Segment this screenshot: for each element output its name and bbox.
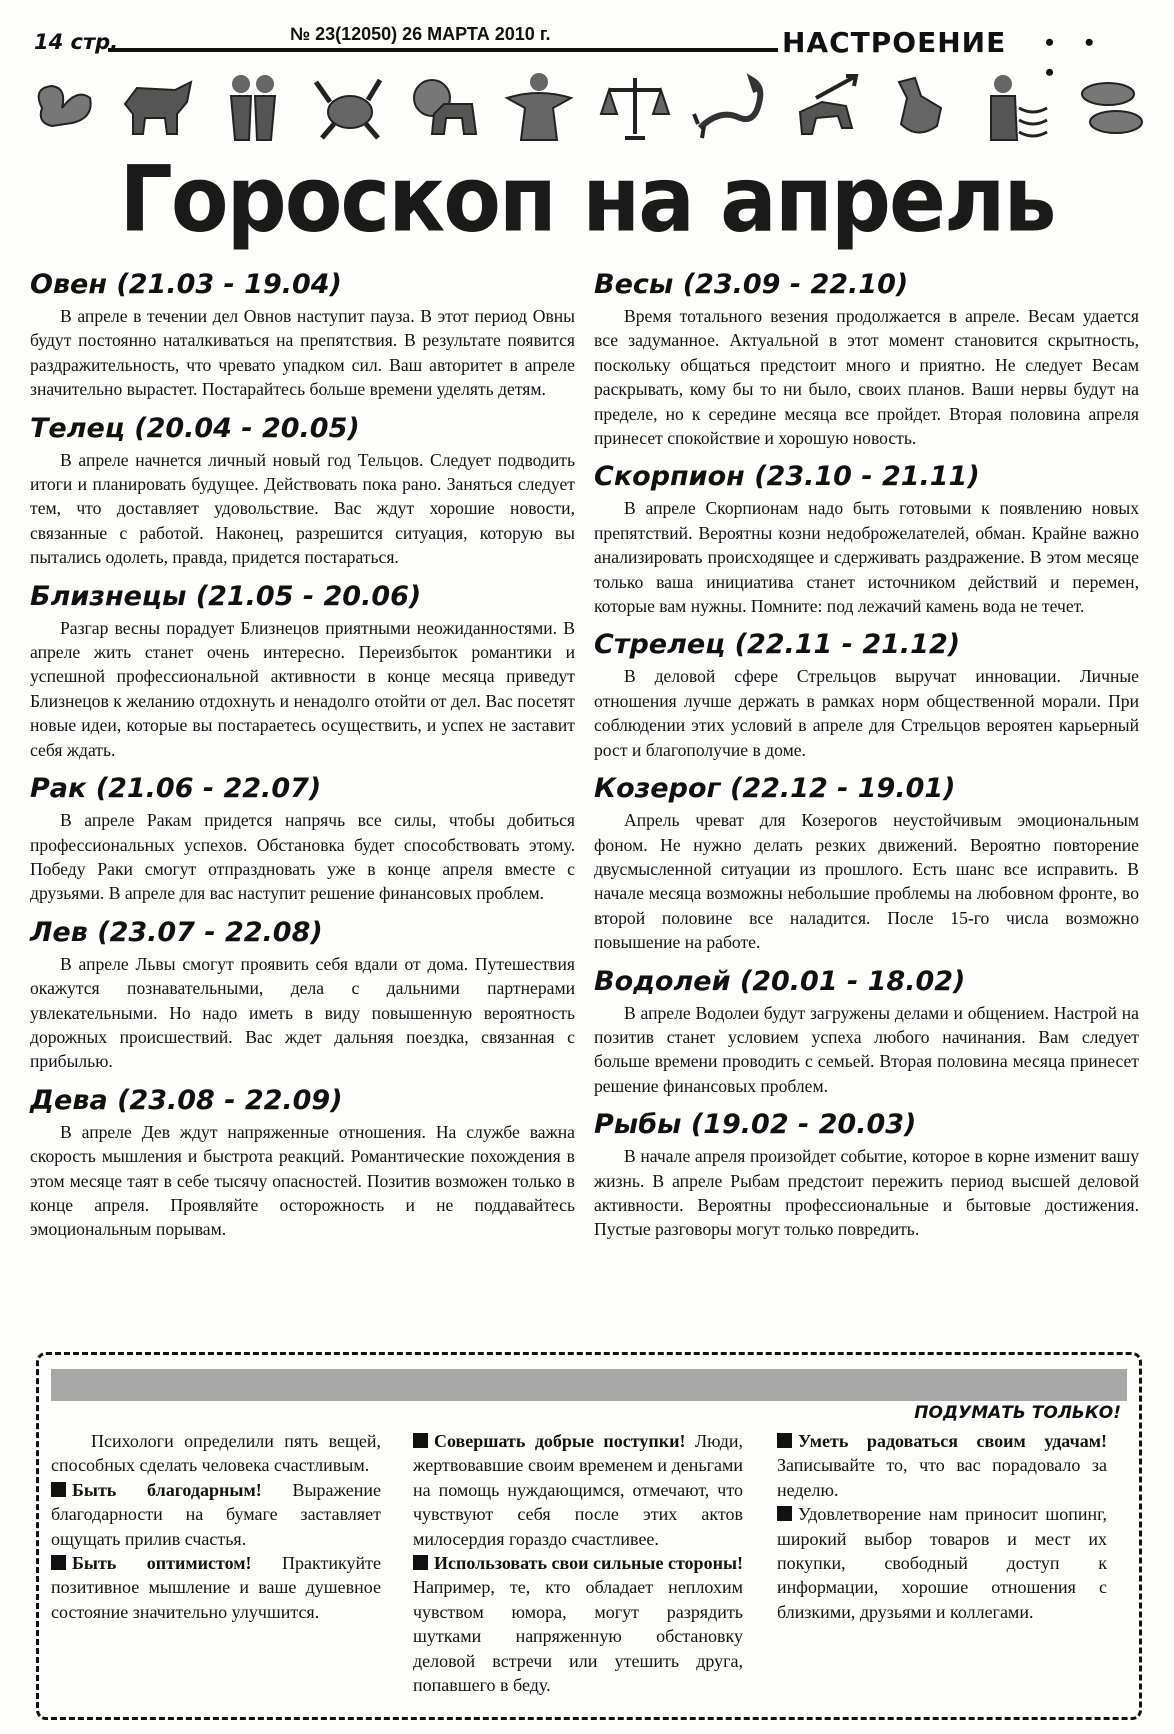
capricorn-icon	[881, 68, 961, 146]
sagittarius-icon	[786, 68, 866, 146]
taurus-icon	[117, 68, 197, 146]
box-item-text: Люди, жертвовавшие своим временем и деньгами на помощь нуждающимся, отмечают, что чувствуют себя после этих актов милосердия гораздо счастливее.	[413, 1431, 743, 1549]
box-item	[413, 1429, 743, 1551]
bullet-square-icon	[51, 1555, 66, 1570]
sign-text: В деловой сфере Стрельцов выручат инновации. Личные отношения лучше держать в рамках норм общественной морали. При соблюдении этих условий в апреле для Стрельцов вероятен карьерный рост и благополучие в доме.	[594, 666, 1139, 760]
page-header	[30, 18, 1145, 87]
aries-icon	[22, 68, 102, 146]
sign-text: В апреле Дев ждут напряженные отношения. На службе важна скорость мышления и быстрота реакций. Романтические похождения в этом месяце таят в себе тысячу опасностей. Позитив возможен только в конце апреля. Проявляйте осторожность и не поддавайтесь эмоциональным порывам.	[30, 1121, 575, 1240]
sign-sagittarius	[594, 628, 1139, 762]
sidebar-box	[36, 1352, 1142, 1720]
zodiac-illustrations	[22, 68, 1152, 146]
sign-heading: Дева (23.08 - 22.09)	[30, 1084, 343, 1116]
sign-heading: Телец (20.04 - 20.05)	[30, 412, 360, 444]
sign-cancer	[30, 772, 575, 906]
box-column-1	[51, 1429, 381, 1624]
sign-heading: Близнецы (21.05 - 20.06)	[30, 580, 422, 612]
bullet-square-icon	[413, 1433, 428, 1448]
sign-heading: Стрелец (22.11 - 21.12)	[594, 629, 961, 661]
pisces-icon	[1072, 68, 1152, 146]
box-item	[51, 1478, 381, 1551]
sign-heading: Лев (23.07 - 22.08)	[30, 916, 323, 948]
box-item-text: Удовлетворение нам приносит шопинг, широкий выбор товаров и мест их покупки, свободный доступ к информации, хорошие отношения с близкими, друзьями и коллегами.	[777, 1504, 1107, 1622]
bullet-square-icon	[777, 1506, 792, 1521]
sign-aries	[30, 268, 575, 402]
box-item	[777, 1429, 1107, 1502]
sign-heading: Водолей (20.01 - 18.02)	[594, 965, 966, 997]
header-rule	[108, 48, 778, 52]
sign-libra	[594, 268, 1139, 450]
sign-gemini	[30, 580, 575, 762]
box-item-text: Практикуйте позитивное мышление и ваше душевное состояние значительно улучшится.	[51, 1553, 381, 1622]
horoscope-column-left	[30, 268, 575, 1252]
sign-heading: Овен (21.03 - 19.04)	[30, 269, 342, 300]
gemini-icon	[213, 68, 293, 146]
box-column-2	[413, 1429, 743, 1697]
page-title: Гороскоп на апрель	[119, 146, 1055, 252]
sign-heading: Весы (23.09 - 22.10)	[594, 269, 909, 300]
box-item-head: Совершать добрые поступки!	[434, 1431, 686, 1451]
sign-text: В апреле Водолеи будут загружены делами и общением. Настрой на позитив станет условием успеха любого начинания. Вам следует больше времени проводить с семьей. Вторая половина месяца принесет решение финансовых проблем.	[594, 1002, 1139, 1096]
bullet-square-icon	[51, 1482, 66, 1497]
sign-capricorn	[594, 772, 1139, 954]
sign-heading: Скорпион (23.10 - 21.11)	[594, 461, 980, 493]
box-item	[51, 1551, 381, 1624]
sign-heading: Козерог (22.12 - 19.01)	[594, 773, 956, 805]
box-item-head: Быть оптимистом!	[72, 1553, 252, 1574]
scorpio-icon	[690, 68, 770, 146]
box-column-3	[777, 1429, 1107, 1624]
section-name: НАСТРОЕНИЕ	[782, 26, 1007, 59]
box-item-text: Записывайте то, что вас порадовало за неделю.	[777, 1455, 1107, 1500]
box-intro: Психологи определили пять вещей, способных сделать человека счастливым.	[51, 1431, 381, 1476]
sign-text: Разгар весны порадует Близнецов приятными неожиданностями. В апреле жить станет очень интересно. Переизбыток романтики и успешной профессиональной активности в конце месяца приведут Близнецов к желанию отдохнуть и ненадолго отойти от дел. Вас посетят новые идеи, которые вы постараетесь осуществить, и успех не заставит себя ждать.	[30, 617, 575, 760]
horoscope-column-right	[594, 268, 1139, 1252]
sign-aquarius	[594, 965, 1139, 1099]
box-item-text: Например, те, кто обладает неплохим чувством юмора, могут разрядить шутками напряженную обстановку деловой встречи или утешить друга, попавшего в беду.	[413, 1577, 743, 1696]
bullet-square-icon	[777, 1433, 792, 1448]
box-label: ПОДУМАТЬ ТОЛЬКО!	[908, 1403, 1127, 1423]
sign-heading: Рак (21.06 - 22.07)	[30, 773, 322, 805]
bullet-square-icon	[413, 1555, 428, 1570]
sign-scorpio	[594, 460, 1139, 618]
sign-text: Время тотального везения продолжается в апреле. Весам удается все задуманное. Актуальной в этот момент становится скрытность, поскольку общаться предстоит много и приятно. Не следует Весам раскрывать, кому бы то ни было, своих планов. Ваши нервы будут на пределе, но к середине месяца все пройдет. Вторая половина апреля принесет спокойствие и хорошую новость.	[594, 306, 1139, 449]
sign-text: В начале апреля произойдет событие, которое в корне изменит вашу жизнь. В апреле Рыбам предстоит пережить период высшей деловой активности. Вероятны профессиональные и бытовые достижения. Пустые разговоры могут только повредить.	[594, 1146, 1139, 1240]
sign-taurus	[30, 412, 575, 570]
box-item-head: Уметь радоваться своим удачам!	[798, 1431, 1107, 1451]
leo-icon	[404, 68, 484, 146]
sign-leo	[30, 916, 575, 1074]
sign-text: В апреле Ракам придется напрячь все силы, чтобы добиться профессиональных успехов. Обстановка будет способствовать этому. Победу Раки смогут отпраздновать уже в конце апреля вместе с друзьями. В апреле для вас наступит решение финансовых проблем.	[30, 810, 575, 904]
box-item	[777, 1502, 1107, 1624]
header-dots: • • •	[1045, 28, 1106, 87]
box-header-bar	[51, 1369, 1127, 1423]
sign-heading: Рыбы (19.02 - 20.03)	[594, 1109, 917, 1141]
aquarius-icon	[977, 68, 1057, 146]
sign-pisces	[594, 1108, 1139, 1242]
cancer-icon	[308, 68, 388, 146]
box-item	[413, 1551, 743, 1697]
virgo-icon	[499, 68, 579, 146]
sign-text: В апреле Львы смогут проявить себя вдали от дома. Путешествия окажутся познавательными, дела с дальними партнерами увлекательными. Но надо иметь в виду повышенную вероятность дорожных происшествий. Вас ждет дальняя поездка, связанная с прибылью.	[30, 953, 575, 1072]
box-item-head: Быть благодарным!	[72, 1479, 262, 1500]
sign-text: В апреле в течении дел Овнов наступит пауза. В этот период Овны будут постоянно наталкиваться на препятствия. В результате появится раздражительность, что чревато упадком сил. Ваш авторитет в апреле значительно вырастет. Постарайтесь больше времени уделять детям.	[30, 306, 575, 400]
page-number: 14 стр.	[34, 30, 119, 54]
issue-date: № 23(12050) 26 МАРТА 2010 г.	[290, 24, 551, 44]
sign-text: Апрель чреват для Козерогов неустойчивым эмоциональным фоном. Не нужно делать резких движений. Вероятно повторение двусмысленной ситуации из прошлого. Есть шанс все исправить. В начале месяца возможны небольшие проблемы на любовном фронте, во второй половине все наладится. После 15-го числа возможно повышение на работе.	[594, 810, 1139, 953]
box-item-text: Выражение благодарности на бумаге заставляет ощущать прилив счастья.	[51, 1479, 381, 1549]
sign-text: В апреле начнется личный новый год Тельцов. Следует подводить итоги и планировать будущее. Действовать пока рано. Заняться следует тем, что доставляет удовольствие. Вас ждут хорошие новости, связанные с работой. Наконец, разрешится ситуация, которую вы пытались одолеть, правда, придется постараться.	[30, 449, 575, 568]
sign-text: В апреле Скорпионам надо быть готовыми к появлению новых препятствий. Вероятны козни недоброжелателей, обман. Крайне важно анализировать происходящее и сдерживать раздражение. В этом месяце только ваша инициатива станет источником действий и перемен, которые вам нужны. Помните: под лежачий камень вода не течет.	[594, 498, 1139, 617]
libra-icon	[595, 68, 675, 146]
box-item-head: Использовать свои сильные стороны!	[434, 1553, 743, 1574]
sign-virgo	[30, 1084, 575, 1242]
